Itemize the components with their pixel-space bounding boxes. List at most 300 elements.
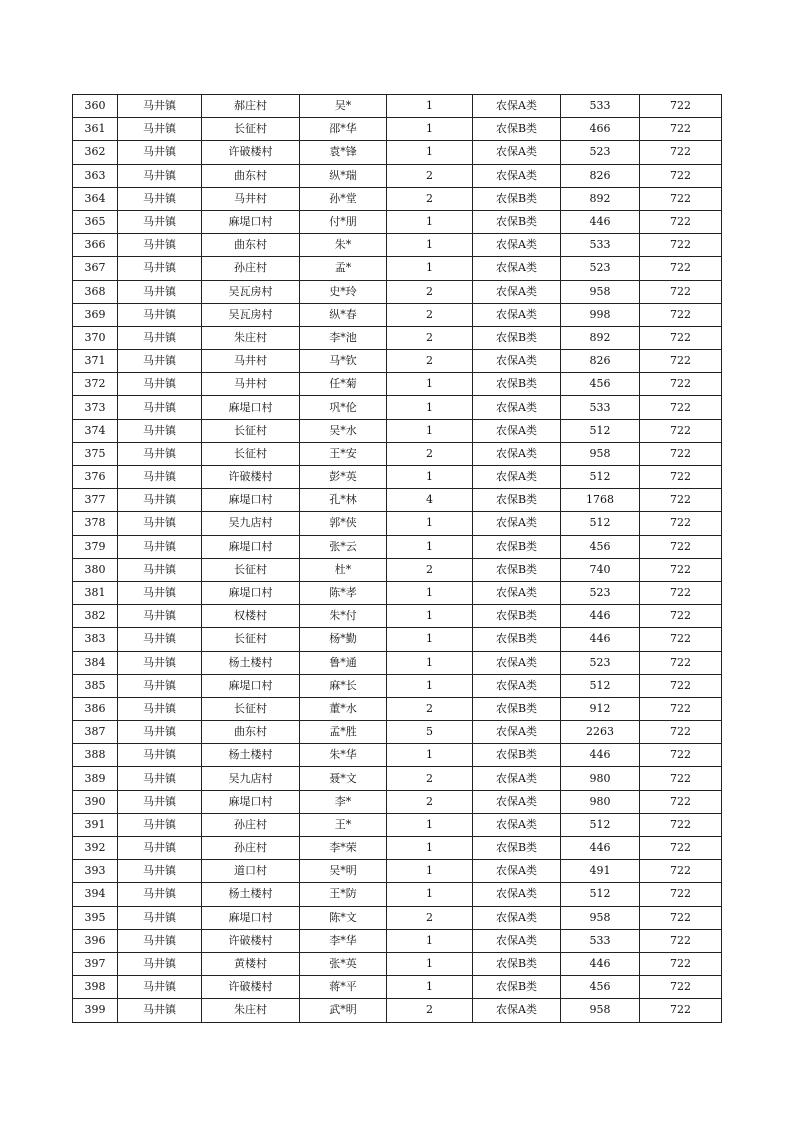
name-cell: 付*朋 [300,210,387,233]
amount-cell: 523 [561,651,640,674]
row-number: 397 [73,952,118,975]
row-number: 386 [73,697,118,720]
table-row [73,697,722,720]
category-cell: 农保B类 [473,837,561,860]
category-cell: 农保A类 [473,442,561,465]
village-cell: 许破楼村 [202,976,300,999]
name-cell: 董*水 [300,697,387,720]
village-cell: 麻堤口村 [202,489,300,512]
name-cell: 吴*水 [300,419,387,442]
table-row [73,999,722,1022]
amount-cell: 523 [561,257,640,280]
row-number: 362 [73,141,118,164]
category-cell: 农保B类 [473,326,561,349]
amount-cell: 826 [561,164,640,187]
category-cell: 农保A类 [473,906,561,929]
row-number: 373 [73,396,118,419]
standard-cell: 722 [640,790,722,813]
town-cell: 马井镇 [118,489,202,512]
household-size-cell: 1 [387,257,473,280]
name-cell: 杨*勤 [300,628,387,651]
town-cell: 马井镇 [118,303,202,326]
household-size-cell: 2 [387,303,473,326]
category-cell: 农保A类 [473,350,561,373]
village-cell: 权楼村 [202,605,300,628]
village-cell: 麻堤口村 [202,581,300,604]
category-cell: 农保A类 [473,257,561,280]
name-cell: 朱*华 [300,744,387,767]
standard-cell: 722 [640,883,722,906]
standard-cell: 722 [640,929,722,952]
standard-cell: 722 [640,952,722,975]
row-number: 387 [73,721,118,744]
town-cell: 马井镇 [118,651,202,674]
row-number: 392 [73,837,118,860]
village-cell: 朱庄村 [202,999,300,1022]
name-cell: 孟*胜 [300,721,387,744]
standard-cell: 722 [640,118,722,141]
village-cell: 杨土楼村 [202,651,300,674]
standard-cell: 722 [640,350,722,373]
category-cell: 农保A类 [473,164,561,187]
household-size-cell: 1 [387,605,473,628]
standard-cell: 722 [640,744,722,767]
row-number: 374 [73,419,118,442]
name-cell: 杜* [300,558,387,581]
row-number: 378 [73,512,118,535]
standard-cell: 722 [640,976,722,999]
town-cell: 马井镇 [118,790,202,813]
household-size-cell: 1 [387,581,473,604]
household-size-cell: 1 [387,95,473,118]
name-cell: 李* [300,790,387,813]
standard-cell: 722 [640,257,722,280]
amount-cell: 892 [561,326,640,349]
table-row [73,929,722,952]
table-row [73,95,722,118]
name-cell: 鲁*通 [300,651,387,674]
village-cell: 郝庄村 [202,95,300,118]
category-cell: 农保B类 [473,373,561,396]
village-cell: 长征村 [202,442,300,465]
standard-cell: 722 [640,466,722,489]
standard-cell: 722 [640,396,722,419]
town-cell: 马井镇 [118,906,202,929]
village-cell: 麻堤口村 [202,396,300,419]
row-number: 393 [73,860,118,883]
name-cell: 史*玲 [300,280,387,303]
row-number: 388 [73,744,118,767]
town-cell: 马井镇 [118,512,202,535]
name-cell: 李*池 [300,326,387,349]
town-cell: 马井镇 [118,396,202,419]
town-cell: 马井镇 [118,373,202,396]
category-cell: 农保A类 [473,929,561,952]
standard-cell: 722 [640,605,722,628]
table-row [73,906,722,929]
village-cell: 麻堤口村 [202,210,300,233]
table-row [73,952,722,975]
name-cell: 彭*英 [300,466,387,489]
village-cell: 麻堤口村 [202,535,300,558]
household-size-cell: 2 [387,697,473,720]
category-cell: 农保B类 [473,605,561,628]
category-cell: 农保B类 [473,118,561,141]
village-cell: 长征村 [202,558,300,581]
village-cell: 曲东村 [202,164,300,187]
household-size-cell: 1 [387,860,473,883]
row-number: 394 [73,883,118,906]
household-size-cell: 2 [387,767,473,790]
table-row [73,837,722,860]
household-size-cell: 1 [387,396,473,419]
table-row [73,628,722,651]
town-cell: 马井镇 [118,350,202,373]
category-cell: 农保A类 [473,466,561,489]
table-row [73,860,722,883]
amount-cell: 446 [561,210,640,233]
name-cell: 蒋*平 [300,976,387,999]
amount-cell: 512 [561,813,640,836]
town-cell: 马井镇 [118,929,202,952]
table-row [73,350,722,373]
row-number: 379 [73,535,118,558]
name-cell: 李*荣 [300,837,387,860]
table-row [73,489,722,512]
amount-cell: 1768 [561,489,640,512]
row-number: 364 [73,187,118,210]
household-size-cell: 1 [387,813,473,836]
household-size-cell: 2 [387,164,473,187]
table-row [73,141,722,164]
town-cell: 马井镇 [118,234,202,257]
category-cell: 农保B类 [473,187,561,210]
standard-cell: 722 [640,489,722,512]
row-number: 390 [73,790,118,813]
category-cell: 农保A类 [473,790,561,813]
table-row [73,535,722,558]
row-number: 361 [73,118,118,141]
standard-cell: 722 [640,837,722,860]
category-cell: 农保A类 [473,674,561,697]
village-cell: 杨土楼村 [202,744,300,767]
amount-cell: 533 [561,95,640,118]
benefit-table [72,94,722,1023]
amount-cell: 512 [561,419,640,442]
amount-cell: 523 [561,141,640,164]
category-cell: 农保B类 [473,976,561,999]
category-cell: 农保A类 [473,419,561,442]
household-size-cell: 1 [387,512,473,535]
name-cell: 武*明 [300,999,387,1022]
category-cell: 农保A类 [473,396,561,419]
name-cell: 陈*文 [300,906,387,929]
row-number: 381 [73,581,118,604]
town-cell: 马井镇 [118,95,202,118]
table-row [73,744,722,767]
town-cell: 马井镇 [118,628,202,651]
household-size-cell: 1 [387,929,473,952]
standard-cell: 722 [640,280,722,303]
table-row [73,813,722,836]
category-cell: 农保A类 [473,234,561,257]
household-size-cell: 1 [387,883,473,906]
name-cell: 麻*长 [300,674,387,697]
town-cell: 马井镇 [118,535,202,558]
category-cell: 农保A类 [473,303,561,326]
town-cell: 马井镇 [118,164,202,187]
village-cell: 曲东村 [202,721,300,744]
village-cell: 曲东村 [202,234,300,257]
amount-cell: 980 [561,790,640,813]
household-size-cell: 1 [387,373,473,396]
town-cell: 马井镇 [118,813,202,836]
table-row [73,419,722,442]
standard-cell: 722 [640,860,722,883]
row-number: 391 [73,813,118,836]
category-cell: 农保B类 [473,628,561,651]
amount-cell: 892 [561,187,640,210]
table-row [73,257,722,280]
row-number: 360 [73,95,118,118]
amount-cell: 512 [561,466,640,489]
town-cell: 马井镇 [118,999,202,1022]
row-number: 396 [73,929,118,952]
category-cell: 农保A类 [473,280,561,303]
household-size-cell: 1 [387,210,473,233]
household-size-cell: 2 [387,280,473,303]
standard-cell: 722 [640,906,722,929]
category-cell: 农保B类 [473,558,561,581]
household-size-cell: 4 [387,489,473,512]
name-cell: 邵*华 [300,118,387,141]
category-cell: 农保A类 [473,860,561,883]
standard-cell: 722 [640,721,722,744]
table-body [73,95,722,1023]
name-cell: 袁*锋 [300,141,387,164]
town-cell: 马井镇 [118,744,202,767]
amount-cell: 533 [561,234,640,257]
amount-cell: 523 [561,581,640,604]
row-number: 398 [73,976,118,999]
category-cell: 农保A类 [473,813,561,836]
amount-cell: 512 [561,883,640,906]
village-cell: 许破楼村 [202,141,300,164]
standard-cell: 722 [640,674,722,697]
household-size-cell: 1 [387,651,473,674]
row-number: 399 [73,999,118,1022]
village-cell: 孙庄村 [202,257,300,280]
standard-cell: 722 [640,535,722,558]
town-cell: 马井镇 [118,883,202,906]
table-row [73,976,722,999]
amount-cell: 980 [561,767,640,790]
standard-cell: 722 [640,697,722,720]
name-cell: 王*安 [300,442,387,465]
household-size-cell: 2 [387,187,473,210]
village-cell: 吴瓦房村 [202,303,300,326]
standard-cell: 722 [640,651,722,674]
standard-cell: 722 [640,442,722,465]
town-cell: 马井镇 [118,605,202,628]
name-cell: 纵*瑞 [300,164,387,187]
household-size-cell: 1 [387,976,473,999]
household-size-cell: 2 [387,790,473,813]
name-cell: 聂*文 [300,767,387,790]
table-row [73,466,722,489]
table-row [73,303,722,326]
household-size-cell: 1 [387,118,473,141]
household-size-cell: 1 [387,535,473,558]
town-cell: 马井镇 [118,326,202,349]
row-number: 389 [73,767,118,790]
category-cell: 农保A类 [473,721,561,744]
row-number: 368 [73,280,118,303]
standard-cell: 722 [640,141,722,164]
standard-cell: 722 [640,813,722,836]
village-cell: 长征村 [202,628,300,651]
row-number: 382 [73,605,118,628]
village-cell: 许破楼村 [202,929,300,952]
village-cell: 长征村 [202,697,300,720]
household-size-cell: 2 [387,558,473,581]
village-cell: 朱庄村 [202,326,300,349]
town-cell: 马井镇 [118,952,202,975]
table-row [73,512,722,535]
town-cell: 马井镇 [118,187,202,210]
village-cell: 马井村 [202,350,300,373]
town-cell: 马井镇 [118,976,202,999]
village-cell: 长征村 [202,419,300,442]
name-cell: 吴* [300,95,387,118]
standard-cell: 722 [640,210,722,233]
town-cell: 马井镇 [118,466,202,489]
category-cell: 农保B类 [473,210,561,233]
table-row [73,396,722,419]
amount-cell: 446 [561,952,640,975]
standard-cell: 722 [640,164,722,187]
table-row [73,790,722,813]
standard-cell: 722 [640,558,722,581]
table-row [73,187,722,210]
amount-cell: 466 [561,118,640,141]
name-cell: 孔*林 [300,489,387,512]
village-cell: 麻堤口村 [202,674,300,697]
household-size-cell: 1 [387,837,473,860]
table-row [73,164,722,187]
category-cell: 农保A类 [473,651,561,674]
name-cell: 张*英 [300,952,387,975]
table-row [73,558,722,581]
village-cell: 道口村 [202,860,300,883]
household-size-cell: 1 [387,628,473,651]
household-size-cell: 2 [387,350,473,373]
name-cell: 张*云 [300,535,387,558]
amount-cell: 446 [561,628,640,651]
amount-cell: 446 [561,837,640,860]
table-row [73,721,722,744]
row-number: 380 [73,558,118,581]
name-cell: 王*防 [300,883,387,906]
household-size-cell: 1 [387,952,473,975]
row-number: 383 [73,628,118,651]
row-number: 384 [73,651,118,674]
town-cell: 马井镇 [118,442,202,465]
amount-cell: 958 [561,280,640,303]
standard-cell: 722 [640,187,722,210]
row-number: 367 [73,257,118,280]
amount-cell: 958 [561,906,640,929]
category-cell: 农保B类 [473,489,561,512]
standard-cell: 722 [640,95,722,118]
amount-cell: 533 [561,929,640,952]
name-cell: 孙*堂 [300,187,387,210]
category-cell: 农保B类 [473,952,561,975]
town-cell: 马井镇 [118,257,202,280]
row-number: 363 [73,164,118,187]
amount-cell: 740 [561,558,640,581]
town-cell: 马井镇 [118,210,202,233]
name-cell: 任*菊 [300,373,387,396]
village-cell: 吴九店村 [202,512,300,535]
household-size-cell: 2 [387,442,473,465]
row-number: 371 [73,350,118,373]
household-size-cell: 2 [387,906,473,929]
row-number: 377 [73,489,118,512]
standard-cell: 722 [640,628,722,651]
standard-cell: 722 [640,581,722,604]
name-cell: 朱* [300,234,387,257]
village-cell: 吴九店村 [202,767,300,790]
standard-cell: 722 [640,303,722,326]
category-cell: 农保A类 [473,883,561,906]
standard-cell: 722 [640,512,722,535]
household-size-cell: 1 [387,466,473,489]
amount-cell: 456 [561,976,640,999]
row-number: 376 [73,466,118,489]
row-number: 366 [73,234,118,257]
town-cell: 马井镇 [118,860,202,883]
name-cell: 马*钦 [300,350,387,373]
village-cell: 吴瓦房村 [202,280,300,303]
amount-cell: 512 [561,674,640,697]
table-row [73,373,722,396]
town-cell: 马井镇 [118,767,202,790]
category-cell: 农保A类 [473,141,561,164]
village-cell: 许破楼村 [202,466,300,489]
village-cell: 长征村 [202,118,300,141]
table-row [73,280,722,303]
town-cell: 马井镇 [118,558,202,581]
amount-cell: 826 [561,350,640,373]
category-cell: 农保A类 [473,767,561,790]
amount-cell: 446 [561,605,640,628]
standard-cell: 722 [640,999,722,1022]
row-number: 375 [73,442,118,465]
name-cell: 朱*付 [300,605,387,628]
town-cell: 马井镇 [118,141,202,164]
town-cell: 马井镇 [118,837,202,860]
table-row [73,210,722,233]
amount-cell: 446 [561,744,640,767]
village-cell: 马井村 [202,187,300,210]
amount-cell: 456 [561,373,640,396]
name-cell: 陈*孝 [300,581,387,604]
household-size-cell: 1 [387,744,473,767]
amount-cell: 2263 [561,721,640,744]
row-number: 369 [73,303,118,326]
amount-cell: 998 [561,303,640,326]
